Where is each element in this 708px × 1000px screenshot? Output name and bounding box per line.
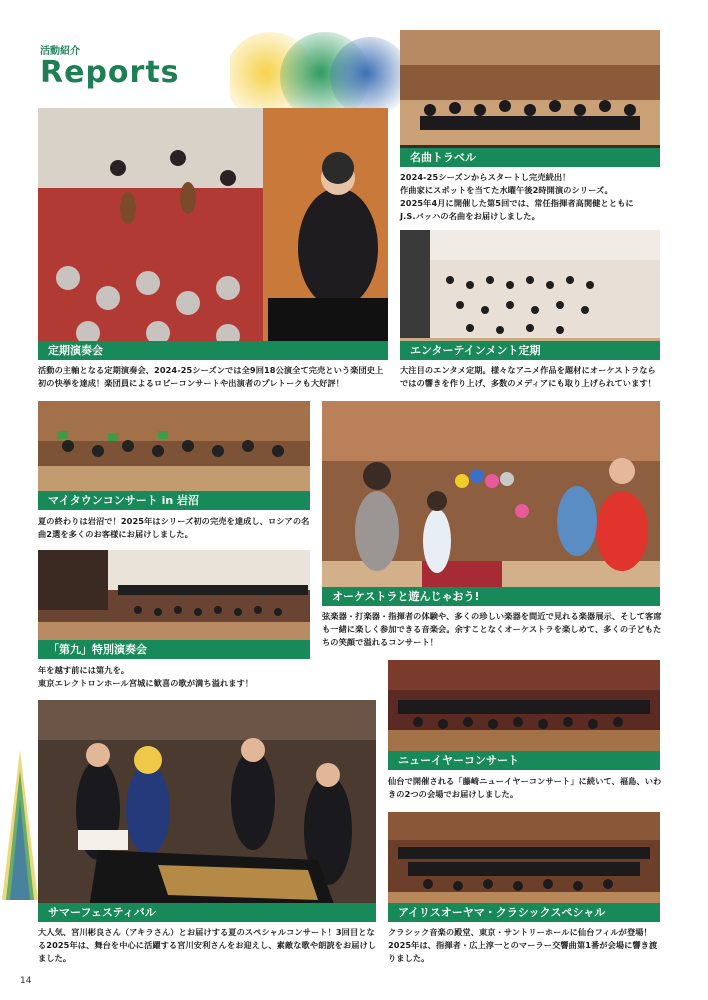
caption-newyear: ニューイヤーコンサート [388, 751, 660, 770]
page-title: Reports [40, 55, 180, 90]
photo-asobo [322, 401, 660, 606]
caption-meikyoku: 名曲トラベル [400, 148, 660, 167]
text-daiku-line: 東京エレクトロンホール宮城に歓喜の歌が満ち溢れます！ [38, 678, 254, 688]
text-entertainment: 大注目のエンタメ定期。様々なアニメ作品を題材にオーケストラならではの響きを作り上げ、多数のメディアにも取り上げられています！ [400, 365, 656, 388]
text-meikyoku [400, 171, 662, 223]
page-number: 14 [20, 976, 32, 986]
text-newyear: 仙台で開催される「藤崎ニューイヤーコンサート」に続いて、福島、いわきの2つの会場でお届けしました。 [388, 776, 662, 799]
caption-teiki: 定期演奏会 [38, 341, 388, 360]
text-iris: クラシック音楽の殿堂、東京・サントリーホールに仙台フィルが登場！2025年は、指揮者・広上淳一とのマーラー交響曲第1番が会場に響き渡りました。 [388, 927, 658, 963]
photo-teiki [38, 108, 388, 360]
photo-daiku [38, 550, 310, 659]
text-meikyoku-line: 作曲家にスポットを当てた水曜午後2時開演のシリーズ。 [400, 185, 613, 195]
caption-asobo: オーケストラと遊んじゃおう! [322, 587, 660, 606]
text-meikyoku-line: 2025年4月に開催した第5回では、常任指揮者高関健とともに [400, 198, 634, 208]
section-eyebrow: 活動紹介 [40, 46, 80, 57]
text-meikyoku-line: 2024-25シーズンからスタートし完売続出！ [400, 172, 571, 182]
photo-iris [388, 812, 660, 922]
photo-meikyoku [400, 30, 660, 167]
text-mytown: 夏の終わりは岩沼で！2025年はシリーズ初の完売を達成し、ロシアの名曲2選を多くのお客様にお届けしました。 [38, 516, 310, 539]
text-summer: 大人気、宮川彬良さん（アキラさん）とお届けする夏のスペシャルコンサート！3回目となる2025年は、舞台を中心に活躍する宮川安利さんをお迎えし、素敵な歌や朗読をお届けしました。 [38, 927, 377, 963]
photo-entertainment [400, 230, 660, 360]
caption-entertainment: エンターテインメント定期 [400, 341, 660, 360]
caption-iris: アイリスオーヤマ・クラシックスペシャル [388, 903, 660, 922]
text-teiki: 活動の主軸となる定期演奏会、2024-25シーズンでは全9回18公演全て完売という楽団史上初の快挙を達成！楽団員によるロビーコンサートや出演者のプレトークも大好評！ [38, 365, 384, 388]
text-meikyoku-line: J.S.バッハの名曲をお届けしました。 [400, 211, 540, 221]
photo-newyear [388, 660, 660, 770]
photo-summer [38, 700, 376, 922]
decorative-circles [230, 22, 410, 122]
photo-mytown [38, 401, 310, 510]
text-asobo: 弦楽器・打楽器・指揮者の体験や、多くの珍しい楽器を間近で見れる楽器展示、そして客席も一緒に楽しく参加できる音楽会。余すことなくオーケストラを楽しめて、多くの子どもたちの笑顔で溢れるコンサート！ [322, 611, 662, 647]
caption-daiku: 「第九」特別演奏会 [38, 640, 310, 659]
text-daiku [38, 664, 310, 690]
caption-summer: サマーフェスティバル [38, 903, 376, 922]
decorative-spire [0, 750, 40, 900]
text-daiku-line: 年を越す前には第九を。 [38, 665, 130, 675]
caption-mytown: マイタウンコンサート in 岩沼 [38, 491, 310, 510]
